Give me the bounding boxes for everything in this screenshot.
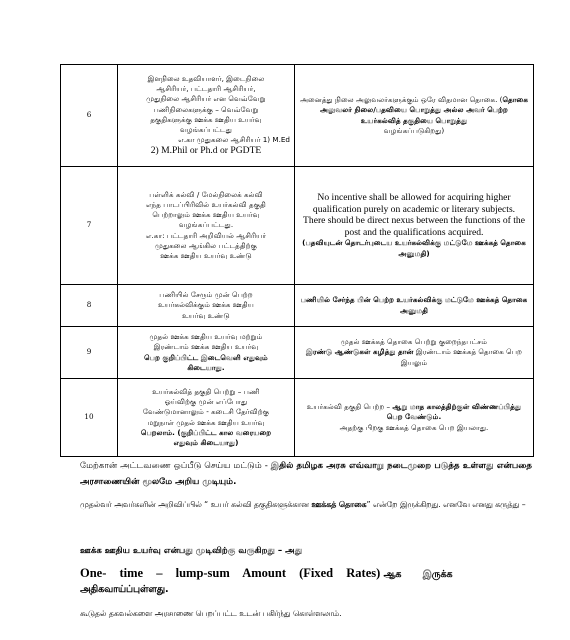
text-bold: இதில் தமிழக அரசு எவ்வாறு நடைமுறை படுத்த உள்ளது என்பதை அரசாணையின் மூலமே அறிய முடியும். xyxy=(80,461,532,487)
text-bold: ஆறு மாத காலத்திற்குள் விண்ணப்பித்து பெற வேண்டும். xyxy=(386,402,522,422)
text-line: ஓய்விற்கு முன் எப்போது xyxy=(164,397,248,407)
text-line: முதுநிலை ஆசிரியர் என வெவ்வேறு xyxy=(146,94,266,104)
text-line: பெறலாம். (குறிப்பிட்ட கால வரையறை xyxy=(140,427,272,437)
text-line: எ.கா: பட்டதாரி அறிவியல் ஆசிரியர் xyxy=(145,230,267,240)
text-line: பெற குறிப்பிட்ட இடைவெளி எதுவும் xyxy=(144,352,268,362)
text-line: இளநிலை உதவியாளர், இடைநிலை xyxy=(147,73,265,83)
old-policy-cell xyxy=(118,167,295,285)
table-row xyxy=(61,327,534,379)
text-line: எதுவும் கிடையாது) xyxy=(173,437,239,447)
text-line: பள்ளிக் கல்வி / மேல்நிலைக் கல்வி xyxy=(149,189,263,199)
text-normal: அனைத்து நிலை அலுவலர்களுக்கும் ஒரே விதமான தொகை. ( xyxy=(300,95,503,105)
old-policy-cell xyxy=(118,327,295,379)
text-line: வழங்கப்பட்டது. xyxy=(178,220,234,230)
paragraph-conclusion: ஊக்க ஊதிய உயர்வு என்பது முடிவிற்கு வருகிறது – அது xyxy=(80,546,303,556)
text-line: வேண்டுமானாலும் - கடைசி தேர்விற்கு xyxy=(142,407,270,417)
text-line: கிடையாது. xyxy=(187,362,225,372)
text-line: ஊக்க ஊதிய உயர்வு உண்டு xyxy=(160,251,252,260)
text-line: மறுநாள் முதல் ஊக்க ஊதிய உயர்வு xyxy=(147,417,265,427)
english-rule-2: There should be direct nexus between the functions of the post and the qualifications acquired. xyxy=(303,215,525,238)
text-normal: இரண்டாம் ஊக்கத் தொகை பெற இயலும் xyxy=(400,347,522,367)
new-policy-cell xyxy=(295,65,534,167)
text-line: பணிநிலைகளுக்கு – வெவ்வேறு xyxy=(153,104,259,114)
text-normal: மேற்கான் அட்டவணை ஒப்பீடு செய்ய மட்டும் - xyxy=(80,461,268,471)
text-line: ஆசிரியர், பட்டதாரி ஆசிரியர், xyxy=(156,84,256,94)
text-line: வழங்கப்பட்டது xyxy=(180,125,232,134)
row-number: 9 xyxy=(61,327,118,379)
text-line: உயர்வு உண்டு xyxy=(182,310,230,320)
example-line: எ.கா முதுகலை ஆசிரியர் 1) M.Ed xyxy=(178,135,290,145)
old-policy-cell xyxy=(118,65,295,167)
paragraph-footer: கூடுதல் தகவல்களை அரசாணை பெறப்பட்ட உடன் பகிர்ந்து கொள்ளலாம். xyxy=(80,609,342,618)
new-policy-cell xyxy=(295,327,534,379)
text-bold: இரண்டு ஆண்டுகள் கழித்து தான் xyxy=(306,347,414,357)
text-normal: அதற்கு பிறகு ஊக்கத் தொகை பெற இயலாது. xyxy=(339,422,489,432)
text-bold: (பதவியுடன் தொடர்புடைய உயர்கல்விக்கு மட்டுமே ஊக்கத் தொகை அனுமதி) xyxy=(302,238,526,258)
text-normal: உயர்கல்வி தகுதி பெற்ற – xyxy=(306,402,391,412)
table-row xyxy=(61,65,534,167)
text-bold: ஊக்கத் தொகை xyxy=(311,500,367,509)
text-line: தகுதிகளுக்கு ஊக்க ஊதிய உயர்வு xyxy=(150,114,262,124)
new-policy-cell xyxy=(295,379,534,457)
text-line: எந்த பாடப்பிரிவில் உயர்கல்வி தகுதி xyxy=(146,199,266,209)
comparison-table xyxy=(60,64,534,457)
text-normal: முதல்வர் அவர்களின் அறிவிப்பில் “ உயர் கல்வி தகுதிகளுக்கான xyxy=(80,500,309,509)
text-bold: அதிகவாய்ப்புள்ளது. xyxy=(80,584,169,595)
text-bold: ஆக இருக்க xyxy=(383,569,453,580)
text-line: பணியில் சேரும் முன் பெற்ற xyxy=(159,290,253,300)
text-line: முதுகலை ஆங்கில பட்டத்திற்கு xyxy=(155,240,257,250)
english-phrase: One- time – lump-sum Amount (Fixed Rates) xyxy=(80,566,381,580)
text-line: பெற்றாலும் ஊக்க ஊதிய உயர்வு xyxy=(152,210,260,220)
text-normal: வழங்கப்படுகிறது) xyxy=(383,125,445,135)
row-number: 6 xyxy=(61,65,118,167)
text-normal: ” என்றே இருக்கிறது. எனவே எனது கருத்து – xyxy=(366,500,526,509)
text-normal: முதல் ஊக்கத் தொகை பெற்று குறைந்தபட்சம் xyxy=(340,337,488,347)
old-policy-cell xyxy=(118,379,295,457)
new-policy-cell: பணியில் சேர்ந்த பின் பெற்ற உயர்கல்விக்கு மட்டுமே ஊக்கத் தொகை அனுமதி xyxy=(295,285,534,327)
table-row xyxy=(61,379,534,457)
text-line: உயர்கல்விக்கும் ஊக்க ஊதிய xyxy=(158,300,254,310)
text-bold: தொகை அலுவலர் நிலை/பதவியை பொறுத்து அல்ல அவர் பெற்ற உயர்கல்வித் தகுதியை பொறுத்து xyxy=(320,95,528,125)
paragraph-announcement xyxy=(80,498,532,512)
table-row xyxy=(61,285,534,327)
english-rule-1: No incentive shall be allowed for acquiring higher qualification purely on academic or literary subjects. xyxy=(312,192,516,215)
text-line: இரண்டாம் ஊக்க ஊதிய உயர்வு xyxy=(153,342,259,352)
row-number: 10 xyxy=(61,379,118,457)
example-line-2: 2) M.Phil or Ph.d or PGDTE xyxy=(150,145,262,157)
row-number: 8 xyxy=(61,285,118,327)
text-line: முதல் ஊக்க ஊதிய உயர்வு மற்றும் xyxy=(149,332,263,342)
table-row xyxy=(61,167,534,285)
old-policy-cell xyxy=(118,285,295,327)
row-number: 7 xyxy=(61,167,118,285)
text-line: உயர்கல்வித் தகுதி பெற்று – பணி xyxy=(152,386,260,396)
new-policy-cell xyxy=(295,167,534,285)
paragraph-lump-sum xyxy=(80,566,532,597)
paragraph-comparison-note xyxy=(80,458,532,490)
